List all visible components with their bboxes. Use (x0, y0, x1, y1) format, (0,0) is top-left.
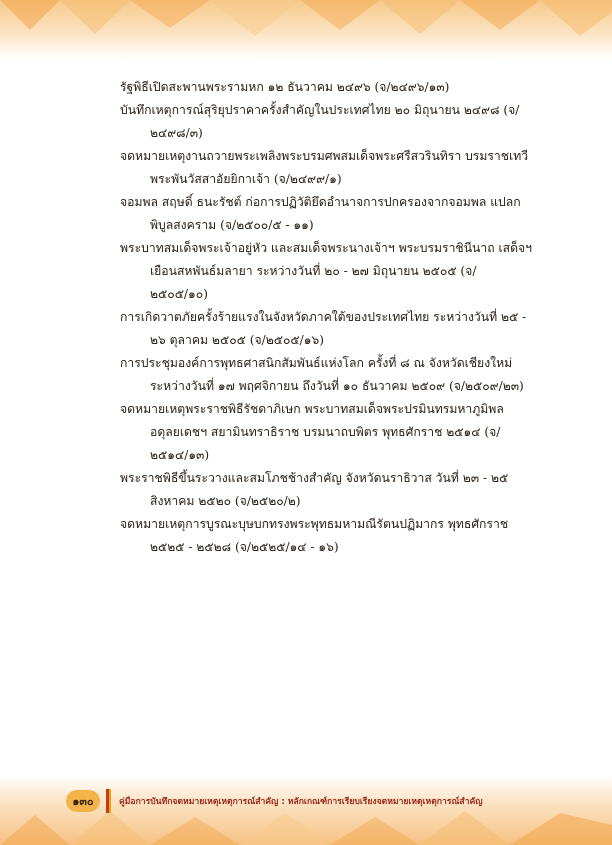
document-entry: จดหมายเหตุพระราชพิธีรัชดาภิเษก พระบาทสมเด็จพระปรมินทรมหาภูมิพลอดุลยเดชฯ สยามินทราธิราช บรมนาถบพิตร พุทธศักราช ๒๕๑๔ (จ/๒๕๑๔/๑๓) (120, 402, 504, 462)
document-entry: จอมพล สฤษดิ์ ธนะรัชต์ ก่อการปฏิวัติยึดอำนาจการปกครองจากจอมพล แปลก พิบูลสงคราม (จ/๒๕๐๐/๕ - ๑๑) (120, 195, 521, 232)
document-entry: บันทึกเหตุการณ์สุริยุปราคาครั้งสำคัญในประเทศไทย ๒๐ มิถุนายน ๒๔๙๘ (จ/๒๔๙๘/๓) (120, 103, 520, 140)
document-entry: พระราชพิธีขึ้นระวางและสมโภชช้างสำคัญ จังหวัดนราธิวาส วันที่ ๒๓ - ๒๕ สิงหาคม ๒๕๒๐ (จ/๒๕๒๐/๒) (120, 471, 509, 508)
footer-title: คู่มือการบันทึกจดหมายเหตุเหตุการณ์สำคัญ : หลักเกณฑ์การเรียบเรียงจดหมายเหตุเหตุการณ์สำคัญ (119, 797, 483, 807)
document-entry: พระบาทสมเด็จพระเจ้าอยู่หัว และสมเด็จพระนางเจ้าฯ พระบรมราชินีนาถ เสด็จฯ เยือนสหพันธ์มลายา ระหว่างวันที่ ๒๐ - ๒๗ มิถุนายน ๒๕๐๕ (จ/๒๕๐๕/๑๐) (120, 241, 532, 301)
footer-divider (106, 789, 111, 813)
document-entry: การเกิดวาตภัยครั้งร้ายแรงในจังหวัดภาคใต้ของประเทศไทย ระหว่างวันที่ ๒๕ - ๒๖ ตุลาคม ๒๕๐๕ (จ/๒๕๐๕/๑๖) (120, 310, 527, 347)
document-entry: จดหมายเหตุการบูรณะบุษบกทรงพระพุทธมหามณีรัตนปฏิมากร พุทธศักราช ๒๕๒๕ - ๒๕๒๘ (จ/๒๕๒๕/๑๔ - ๑๖) (120, 517, 509, 554)
header-decoration (0, 0, 612, 60)
document-entry: การประชุมองค์การพุทธศาสนิกสัมพันธ์แห่งโลก ครั้งที่ ๘ ณ จังหวัดเชียงใหม่ ระหว่างวันที่ ๑๗ พฤศจิกายน ถึงวันที่ ๑๐ ธันวาคม ๒๕๐๙ (จ/๒๕๐๙/๒๓) (120, 356, 524, 393)
document-entry: จดหมายเหตุงานถวายพระเพลิงพระบรมศพสมเด็จพระศรีสวรินทิรา บรมราชเทวี พระพันวัสสาอัยยิกาเจ้า (จ/๒๔๙๙/๑) (120, 149, 529, 186)
page-footer (66, 787, 546, 815)
header-triangles-graphic (0, 0, 612, 60)
document-entry: รัฐพิธีเปิดสะพานพระรามหก ๑๒ ธันวาคม ๒๔๙๖ (จ/๒๔๙๖/๑๓) (120, 80, 450, 94)
document-body (120, 76, 532, 559)
page-number: ๑๓๐ (66, 790, 100, 812)
